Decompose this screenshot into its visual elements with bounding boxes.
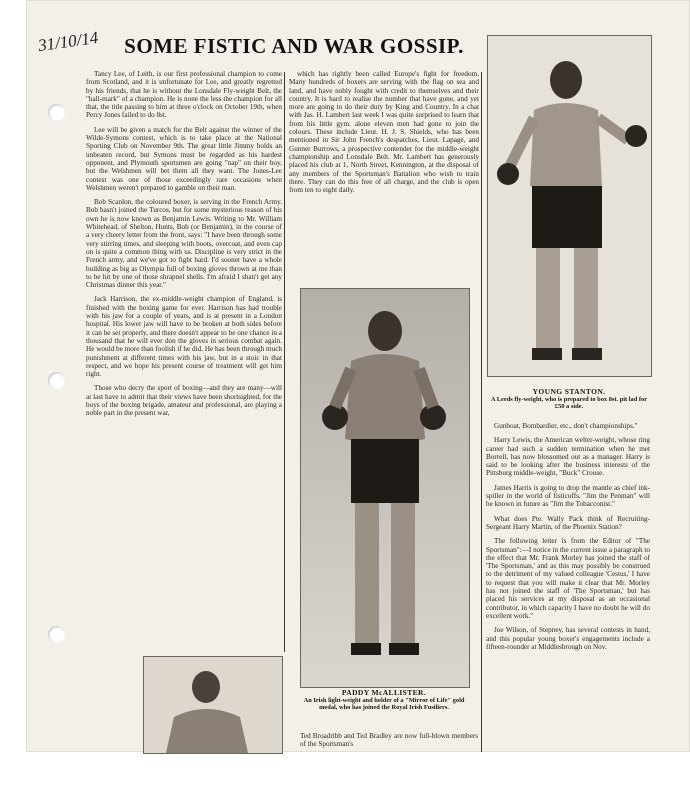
caption-young — [486, 387, 652, 411]
caption-paddy — [298, 688, 470, 712]
photo-young-stanton — [487, 35, 652, 377]
column-rule — [481, 72, 482, 752]
column-rule — [284, 72, 285, 652]
paragraph-europe-fight: which has rightly been called Europe's fight for freedom. Many hundreds of boxers are serving with the flag on sea and land, and have nobly fought with credit to themselves and their country. It is hard to realise the number that have gone, and yet more are going to do their duty by King and Country. In a chat with Jas. H. Lambert last week I was quite surprised to learn that from his little gym. alone eleven men had gone to join the colours. These include Lieut. H. J. S. Shields, who has been mentioned in Sir John French's despatches, Lieut. Lapage, and Gunner Burrows, a prospective contender for the middle-weight championship and Lonsdale Belt. Mr. Lambert has generously placed his club at 1, North Street, Kennington, at the disposal of any members of the Sportsman's Battalion who wish to train there. They can do this free of all charge, and the club is open from ten to eight daily. — [289, 70, 479, 195]
punch-hole — [48, 104, 65, 121]
caption-title: YOUNG STANTON. — [532, 387, 606, 396]
boxer-figure-icon — [144, 657, 282, 753]
caption-body: An Irish light-weight and holder of a "Mirror of Life" gold medal, who has joined the Royal Irish Fusiliers. — [303, 697, 465, 712]
paragraph-boxing-war: Those who decry the sport of boxing—and they are many—will at last have to admit that their views have been shortsighted, for the boys of the boxing brigade, amateur and professional, are playing a noble part in the present war, — [86, 384, 282, 418]
paragraph-james-harris: James Harris is going to drop the mantle as chief ink-spiller in the world of fisticuffs. "Jim the Penman" will be known in future as "Jim the Tobacconist." — [486, 483, 650, 509]
paragraph-gunboat: Gunboat, Bombardier, etc., don't championships." — [494, 422, 638, 430]
paragraph-letter: The following letter is from the Editor of "The Sportsman":—I notice in the current issue a paragraph to the effect that Mr. Frank Morley has joined the staff of 'The Sportsman,' and as this may possibly be construed to the detriment of my valued colleague 'Cestus,' I have to request that you will make it clear that Mr. Morley has not joined the staff of 'The Sportsman,' but has placed his services at my disposal as an occasional contributor, in which capacity I have no doubt he will do excellent work." — [486, 537, 650, 620]
paragraph-belt-match: Lee will be given a match for the Belt against the winner of the Wilde-Symons contest, which is to take place at the National Sporting Club on November 9th. The great little Jimmy holds an unbeaten record, but Symons must be regarded as his hardest opponent, and Plymouth sportsmen are going "nap" on their boy, but the Welshmen will bet them all they want. The Jones-Lee contest was one of those exceedingly rare occasions when Welshmen weren't prepared to gamble on their man. — [86, 125, 282, 192]
paragraph-broadribb: Ted Broadribb and Ted Bradley are now full-blown members of the Sportsman's — [300, 732, 478, 749]
headline: SOME FISTIC AND WAR GOSSIP. — [124, 34, 464, 58]
caption-title: PADDY McALLISTER. — [341, 688, 427, 697]
paragraph-tancy-lee: Tancy Lee, of Leith, is our first professional champion to come from Scotland, and it is unfortunate for Lee, and greatly regretted by his friends, that he is without the Lonsdale Fly-weight Belt, the "hall-mark" of a champion. He is none the less the champion for all that, the title passing to him at three o'clock on October 19th, when Percy Jones failed to do 8st. — [86, 70, 282, 120]
paragraph-joe-wilson: Joe Wilson, of Stepney, has several contests in hand, and this popular young boxer's engagements include a fifteen-rounder at Middlesbrough on Nov. — [486, 626, 650, 651]
handwritten-date: 31/10/14 — [36, 27, 100, 56]
paragraph-wally-pack: What does Pte. Wally Pack think of Recruiting-Sergeant Harry Martin, of the Phoenix Station? — [486, 514, 650, 531]
paragraph-jack-harrison: Jack Harrison, the ex-middle-weight champion of England, is finished with the boxing game for ever. Harrison has had trouble with his jaw for a couple of years, and is at present in a London hospital. His lower jaw will have to be broken at both sides before it can be set properly, and there doesn't appear to be one chance in a thousand that he will ever don the gloves in serious combat again. He would be more than foolish if he did. He has been through much punishment at different times with his jaw, but in a stoic in that respect, and we hope his present course of treatment will get him right. — [86, 295, 282, 379]
photo-boy-boxer — [143, 656, 283, 754]
paragraph-bob-scanlon: Bob Scanlon, the coloured boxer, is serving in the French Army. Bob hasn't joined the Turcos, but for some mysterious reason of his own he is now known as Benjamin Lewis. Writing to Mr. William Whitehead, of Shelton, Hunts, Bob (or Benjamin), in the course of a very cheery letter from the front, says: "I have been through some very stirring times, and sleeping with boots, overcoat, and even cap on is quite a common thing with us. Discipline is very strict in the French army, and we've got to fight hard. I'd sooner have a whole building as big as Olympia full of boxing gloves thrown at me than to be hit by one of those shrapnel shells. I'm afraid I shan't get any Christmas dinner this year." — [86, 198, 282, 290]
boxer-figure-icon — [488, 36, 651, 376]
column-1 — [86, 70, 282, 424]
punch-hole — [48, 626, 65, 643]
punch-hole — [48, 372, 65, 389]
photo-paddy-mcallister — [300, 288, 470, 688]
paragraph-harry-lewis: Harry Lewis, the American welter-weight, whose ring career had such a sudden termination when he met Borrell, has now blossomed out as a manager. Harry is said to be looking after the business interests of the Pittsburg middle-weight, "Buck" Crouse. — [486, 436, 650, 478]
column-2 — [289, 70, 479, 200]
boxer-figure-icon — [301, 289, 469, 687]
column-3 — [486, 422, 650, 752]
caption-body: A Leeds fly-weight, who is prepared to box 8st. pit lad for £50 a side. — [490, 396, 648, 411]
